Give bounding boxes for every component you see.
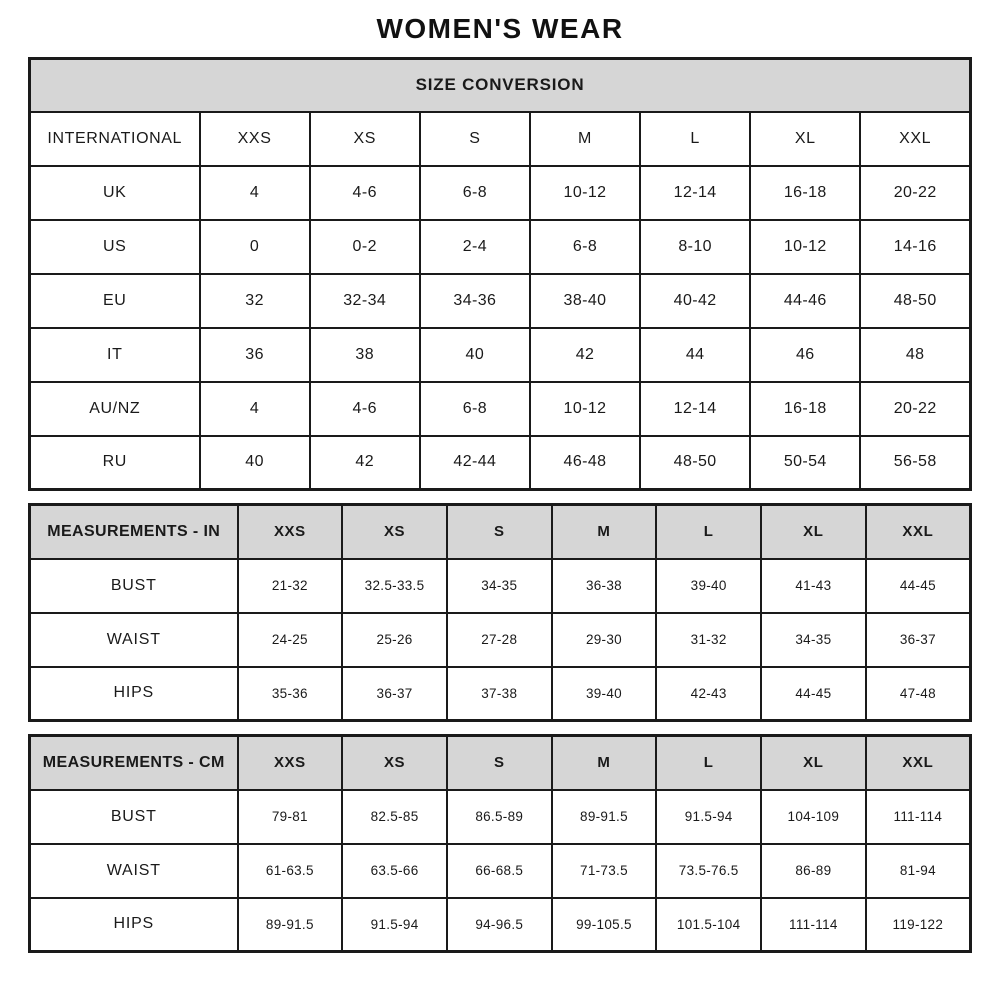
table-cell: 48-50 <box>860 274 970 328</box>
table-row <box>30 736 971 790</box>
column-header: XS <box>342 736 447 790</box>
table-cell: 24-25 <box>238 613 343 667</box>
table-row <box>30 844 971 898</box>
table-row <box>30 59 971 112</box>
table-cell: 39-40 <box>552 667 657 721</box>
table-cell: 41-43 <box>761 559 866 613</box>
row-label: BUST <box>30 790 238 844</box>
table-cell: 4-6 <box>310 166 420 220</box>
size-conversion-header: SIZE CONVERSION <box>30 59 971 112</box>
table-cell: 34-36 <box>420 274 530 328</box>
table-cell: 104-109 <box>761 790 866 844</box>
table-cell: 6-8 <box>420 382 530 436</box>
column-header: L <box>656 736 761 790</box>
table-row <box>30 220 971 274</box>
column-header: S <box>420 112 530 166</box>
table-cell: 16-18 <box>750 382 860 436</box>
table-cell: 10-12 <box>530 166 640 220</box>
column-header: XL <box>761 736 866 790</box>
table-row <box>30 559 971 613</box>
column-header: XXL <box>866 736 971 790</box>
size-chart-page <box>28 0 972 953</box>
table-row <box>30 382 971 436</box>
table-cell: 86.5-89 <box>447 790 552 844</box>
table-cell: 71-73.5 <box>552 844 657 898</box>
table-cell: 14-16 <box>860 220 970 274</box>
table-cell: 44-45 <box>866 559 971 613</box>
table-cell: 6-8 <box>420 166 530 220</box>
table-cell: 44-46 <box>750 274 860 328</box>
table-cell: 89-91.5 <box>552 790 657 844</box>
table-cell: 94-96.5 <box>447 898 552 952</box>
table-cell: 56-58 <box>860 436 970 490</box>
table-cell: 0 <box>200 220 310 274</box>
row-label: AU/NZ <box>30 382 200 436</box>
column-header: XXS <box>238 505 343 559</box>
column-header: XXS <box>238 736 343 790</box>
table-row <box>30 112 971 166</box>
table-cell: 12-14 <box>640 382 750 436</box>
table-cell: 82.5-85 <box>342 790 447 844</box>
table-cell: 66-68.5 <box>447 844 552 898</box>
row-label: BUST <box>30 559 238 613</box>
measurements-in-header: MEASUREMENTS - IN <box>30 505 238 559</box>
table-row <box>30 505 971 559</box>
table-cell: 36-37 <box>866 613 971 667</box>
column-header: XS <box>310 112 420 166</box>
row-label: WAIST <box>30 613 238 667</box>
table-cell: 50-54 <box>750 436 860 490</box>
column-header: M <box>530 112 640 166</box>
row-label: HIPS <box>30 667 238 721</box>
column-header: L <box>656 505 761 559</box>
size-conversion-table <box>28 57 972 491</box>
column-header: M <box>552 505 657 559</box>
table-cell: 36 <box>200 328 310 382</box>
table-cell: 6-8 <box>530 220 640 274</box>
table-cell: 101.5-104 <box>656 898 761 952</box>
column-header: S <box>447 736 552 790</box>
table-row <box>30 436 971 490</box>
table-cell: 32.5-33.5 <box>342 559 447 613</box>
table-row <box>30 898 971 952</box>
table-cell: 16-18 <box>750 166 860 220</box>
measurements-in-table <box>28 503 972 722</box>
table-cell: 25-26 <box>342 613 447 667</box>
column-header: XXS <box>200 112 310 166</box>
table-cell: 21-32 <box>238 559 343 613</box>
table-cell: 38 <box>310 328 420 382</box>
row-label: HIPS <box>30 898 238 952</box>
row-label: IT <box>30 328 200 382</box>
table-cell: 38-40 <box>530 274 640 328</box>
table-row <box>30 667 971 721</box>
table-row <box>30 274 971 328</box>
measurements-cm-header: MEASUREMENTS - CM <box>30 736 238 790</box>
table-cell: 36-38 <box>552 559 657 613</box>
table-cell: 46 <box>750 328 860 382</box>
table-cell: 81-94 <box>866 844 971 898</box>
table-cell: 99-105.5 <box>552 898 657 952</box>
table-cell: 91.5-94 <box>342 898 447 952</box>
column-header: M <box>552 736 657 790</box>
table-cell: 29-30 <box>552 613 657 667</box>
table-row <box>30 790 971 844</box>
table-cell: 4 <box>200 166 310 220</box>
column-header: INTERNATIONAL <box>30 112 200 166</box>
column-header: XXL <box>866 505 971 559</box>
table-cell: 111-114 <box>866 790 971 844</box>
row-label: RU <box>30 436 200 490</box>
table-cell: 39-40 <box>656 559 761 613</box>
column-header: S <box>447 505 552 559</box>
table-row <box>30 328 971 382</box>
row-label: US <box>30 220 200 274</box>
table-cell: 111-114 <box>761 898 866 952</box>
table-cell: 86-89 <box>761 844 866 898</box>
page-title: WOMEN'S WEAR <box>376 13 624 44</box>
table-cell: 27-28 <box>447 613 552 667</box>
table-cell: 42 <box>310 436 420 490</box>
table-cell: 42 <box>530 328 640 382</box>
table-cell: 34-35 <box>761 613 866 667</box>
table-cell: 4 <box>200 382 310 436</box>
table-cell: 40 <box>200 436 310 490</box>
table-cell: 32 <box>200 274 310 328</box>
table-cell: 42-44 <box>420 436 530 490</box>
table-cell: 89-91.5 <box>238 898 343 952</box>
table-cell: 8-10 <box>640 220 750 274</box>
column-header: L <box>640 112 750 166</box>
table-cell: 10-12 <box>530 382 640 436</box>
column-header: XS <box>342 505 447 559</box>
table-cell: 12-14 <box>640 166 750 220</box>
column-header: XL <box>761 505 866 559</box>
row-label: UK <box>30 166 200 220</box>
table-cell: 4-6 <box>310 382 420 436</box>
column-header: XXL <box>860 112 970 166</box>
table-cell: 34-35 <box>447 559 552 613</box>
table-cell: 119-122 <box>866 898 971 952</box>
table-cell: 42-43 <box>656 667 761 721</box>
table-cell: 37-38 <box>447 667 552 721</box>
table-cell: 44-45 <box>761 667 866 721</box>
table-cell: 44 <box>640 328 750 382</box>
table-cell: 46-48 <box>530 436 640 490</box>
column-header: XL <box>750 112 860 166</box>
table-cell: 32-34 <box>310 274 420 328</box>
table-cell: 35-36 <box>238 667 343 721</box>
table-cell: 10-12 <box>750 220 860 274</box>
table-cell: 2-4 <box>420 220 530 274</box>
table-cell: 36-37 <box>342 667 447 721</box>
table-cell: 48-50 <box>640 436 750 490</box>
table-row <box>30 166 971 220</box>
table-cell: 0-2 <box>310 220 420 274</box>
table-cell: 73.5-76.5 <box>656 844 761 898</box>
table-row <box>30 613 971 667</box>
table-cell: 79-81 <box>238 790 343 844</box>
table-cell: 31-32 <box>656 613 761 667</box>
table-cell: 48 <box>860 328 970 382</box>
measurements-cm-table <box>28 734 972 953</box>
table-cell: 61-63.5 <box>238 844 343 898</box>
row-label: EU <box>30 274 200 328</box>
table-cell: 20-22 <box>860 382 970 436</box>
table-cell: 63.5-66 <box>342 844 447 898</box>
row-label: WAIST <box>30 844 238 898</box>
table-cell: 91.5-94 <box>656 790 761 844</box>
table-cell: 40-42 <box>640 274 750 328</box>
table-cell: 40 <box>420 328 530 382</box>
table-cell: 20-22 <box>860 166 970 220</box>
table-cell: 47-48 <box>866 667 971 721</box>
